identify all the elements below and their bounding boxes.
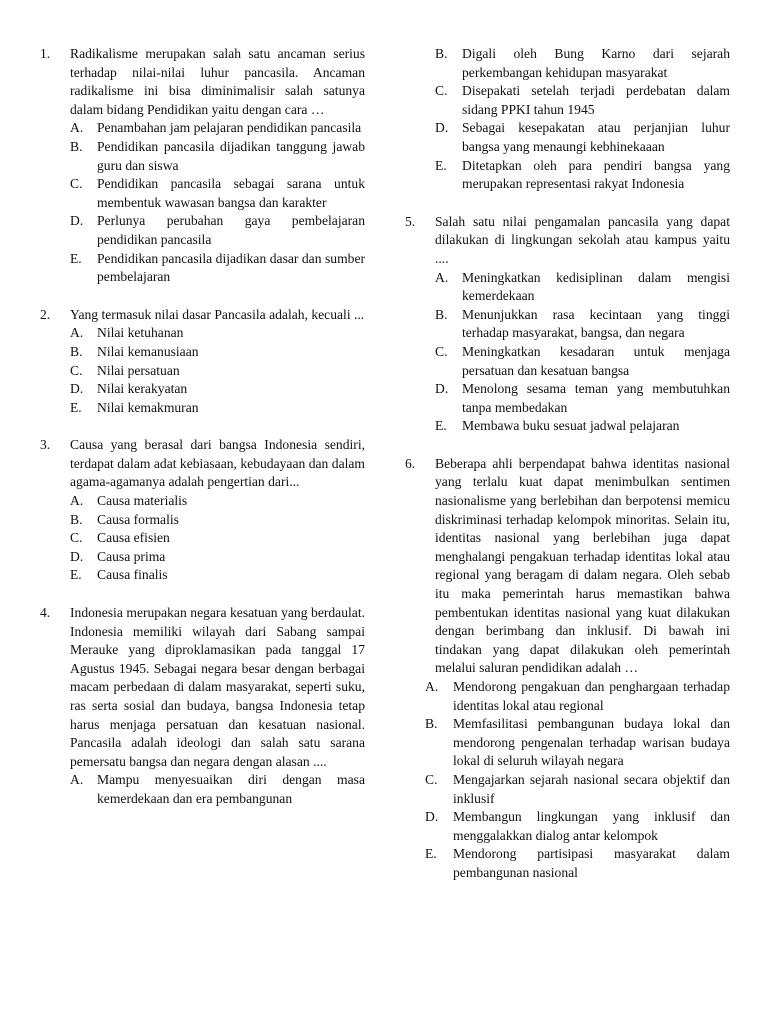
question-4 (40, 604, 365, 809)
question-text: Causa yang berasal dari bangsa Indonesia sendiri, terdapat dalam adat kebiasaan, kebudayaan dan dalam agama-agamanya adalah pengertian dari... (70, 437, 365, 490)
option-a (425, 678, 730, 715)
option-text: Pendidikan pancasila dijadikan tanggung jawab guru dan siswa (97, 138, 365, 173)
option-text: Causa materialis (97, 493, 188, 509)
option-letter: A. (70, 325, 84, 341)
option-a (70, 324, 365, 343)
option-text: Pendidikan pancasila dijadikan dasar dan sumber pembelajaran (97, 250, 365, 285)
option-letter: D. (425, 809, 439, 825)
option-e (70, 399, 365, 418)
option-text: Pendidikan pancasila sebagai sarana untuk membentuk wawasan bangsa dan karakter (97, 176, 365, 210)
option-letter: B. (70, 343, 83, 359)
option-letter: B. (70, 511, 83, 527)
option-text: Memfasilitasi pembangunan budaya lokal dan mendorong pengenalan terhadap warisan budaya lokal di seluruh wilayah negara (453, 716, 730, 769)
question-text: Yang termasuk nilai dasar Pancasila adalah, kecuali ... (70, 306, 365, 322)
option-text: Ditetapkan oleh para pendiri bangsa yang merupakan representasi rakyat Indonesia (462, 157, 730, 192)
option-c (70, 529, 365, 548)
option-text: Nilai kerakyatan (97, 381, 188, 397)
option-letter: C. (435, 83, 448, 99)
option-letter: C. (70, 530, 83, 546)
option-text: Sebagai kesepakatan atau perjanjian luhur bangsa yang menaungi kebhinekaaan (462, 120, 730, 154)
option-text: Meningkatkan kedisiplinan dalam mengisi kemerdekaan (462, 269, 730, 304)
option-text: Causa prima (97, 548, 166, 564)
option-b (70, 511, 365, 530)
option-letter: D. (70, 213, 84, 229)
option-text: Causa efisien (97, 530, 170, 546)
option-text: Menunjukkan rasa kecintaan yang tinggi terhadap masyarakat, bangsa, dan negara (462, 306, 730, 341)
option-text: Disepakati setelah terjadi perdebatan dalam sidang PPKI tahun 1945 (462, 83, 730, 117)
question-text: Beberapa ahli berpendapat bahwa identitas nasional yang terlalu kuat dapat menimbulkan sentimen nasionalisme yang berlebihan dan berpotensi memicu diskriminasi terhadap kelompok minoritas. Selain itu, identitas nasional yang berlebihan juga dapat menghalangi pengakuan terhadap identitas lokal atau regional yang beragam di dalam negara. Oleh sebab itu maka pemerintah harus memastikan bahwa pembentukan identitas nasional yang kuat dilakukan dengan berimbang dan inklusif. Di bawah ini tindakan yang dapat dilakukan oleh pemerintah melalui saluran pendidikan adalah … (435, 455, 730, 676)
option-letter: E. (435, 157, 447, 173)
option-c (435, 343, 730, 380)
option-letter: B. (435, 306, 448, 322)
option-text: Membawa buku sesuat jadwal pelajaran (462, 418, 680, 434)
option-letter: E. (425, 846, 437, 862)
option-text: Mendorong pengakuan dan penghargaan terhadap identitas lokal atau regional (453, 679, 730, 713)
option-e (425, 845, 730, 882)
option-letter: C. (425, 771, 438, 787)
option-text: Nilai kemakmuran (97, 399, 199, 415)
option-letter: C. (70, 176, 83, 192)
question-number: 3. (40, 437, 51, 453)
question-text: Salah satu nilai pengamalan pancasila yang dapat dilakukan di lingkungan sekolah atau kampus yaitu .... (435, 213, 730, 266)
option-d (70, 548, 365, 567)
option-text: Mampu menyesuaikan diri dengan masa kemerdekaan dan era pembangunan (97, 772, 365, 806)
question-number: 1. (40, 46, 51, 61)
question-number: 2. (40, 306, 51, 322)
option-a (435, 269, 730, 306)
option-e (435, 417, 730, 436)
option-c (425, 771, 730, 808)
option-letter: B. (435, 46, 448, 61)
option-text: Causa formalis (97, 511, 179, 527)
option-letter: D. (70, 381, 84, 397)
question-3 (40, 436, 365, 585)
question-5 (405, 213, 730, 436)
option-text: Menolong sesama teman yang membutuhkan tanpa membedakan (462, 381, 730, 415)
option-d (435, 380, 730, 417)
option-text: Mengajarkan sejarah nasional secara objektif dan inklusif (453, 771, 730, 806)
option-letter: D. (435, 381, 449, 397)
question-2 (40, 306, 365, 418)
option-b (70, 138, 365, 175)
option-text: Membangun lingkungan yang inklusif dan menggalakkan dialog antar kelompok (453, 809, 730, 843)
option-a (70, 492, 365, 511)
option-c (70, 175, 365, 212)
option-d (435, 119, 730, 156)
option-text: Meningkatkan kesadaran untuk menjaga persatuan dan kesatuan bangsa (462, 343, 730, 378)
question-number: 6. (405, 455, 416, 471)
option-text: Penambahan jam pelajaran pendidikan pancasila (97, 120, 362, 136)
option-letter: C. (70, 362, 83, 378)
option-letter: B. (425, 716, 438, 732)
option-b (70, 343, 365, 362)
right-column (405, 45, 730, 902)
question-4-continued (405, 45, 730, 194)
option-text: Perlunya perubahan gaya pembelajaran pendidikan pancasila (97, 213, 365, 247)
option-d (70, 212, 365, 249)
option-letter: E. (70, 250, 82, 266)
option-c (70, 362, 365, 381)
question-number: 4. (40, 605, 51, 621)
option-letter: A. (435, 269, 449, 285)
option-e (435, 157, 730, 194)
option-c (435, 82, 730, 119)
option-letter: D. (70, 548, 84, 564)
option-letter: C. (435, 343, 448, 359)
option-text: Nilai ketuhanan (97, 325, 184, 341)
option-letter: B. (70, 138, 83, 154)
option-b (435, 306, 730, 343)
question-1 (40, 45, 365, 287)
option-a (70, 119, 365, 138)
option-text: Digali oleh Bung Karno dari sejarah perkembangan kehidupan masyarakat (462, 46, 730, 80)
option-letter: E. (70, 567, 82, 583)
option-d (70, 380, 365, 399)
option-e (70, 566, 365, 585)
question-text: Indonesia merupakan negara kesatuan yang berdaulat. Indonesia memiliki wilayah dari Sabang sampai Merauke yang diproklamasikan pada tanggal 17 Agustus 1945. Sebagai negara besar dengan berbagai macam perbedaan di dalam masyarakat, seperti suku, ras serta sosial dan budaya, bangsa Indonesia tetap harus menjaga persatuan dan kesatuan nasional. Pancasila adalah ideologi dan salah satu sarana pemersatu bangsa dan negara dengan alasan .... (70, 605, 365, 769)
option-text: Mendorong partisipasi masyarakat dalam pembangunan nasional (453, 846, 730, 880)
option-b (435, 45, 730, 82)
option-text: Nilai kemanusiaan (97, 343, 199, 359)
option-letter: E. (435, 418, 447, 434)
option-text: Nilai persatuan (97, 362, 180, 378)
option-letter: D. (435, 120, 449, 136)
left-column (40, 45, 365, 828)
option-d (425, 808, 730, 845)
question-text: Radikalisme merupakan salah satu ancaman serius terhadap nilai-nilai luhur pancasila. Ancaman radikalisme ini bisa diminimalisir salah satunya dalam bidang Pendidikan yaitu dengan cara … (70, 46, 365, 117)
option-b (425, 715, 730, 771)
option-letter: A. (425, 679, 439, 694)
option-letter: A. (70, 493, 84, 509)
option-text: Causa finalis (97, 567, 168, 583)
option-letter: E. (70, 399, 82, 415)
question-number: 5. (405, 213, 416, 229)
option-a (70, 771, 365, 808)
option-letter: A. (70, 772, 84, 788)
question-6 (405, 455, 730, 883)
option-e (70, 250, 365, 287)
option-letter: A. (70, 120, 84, 136)
